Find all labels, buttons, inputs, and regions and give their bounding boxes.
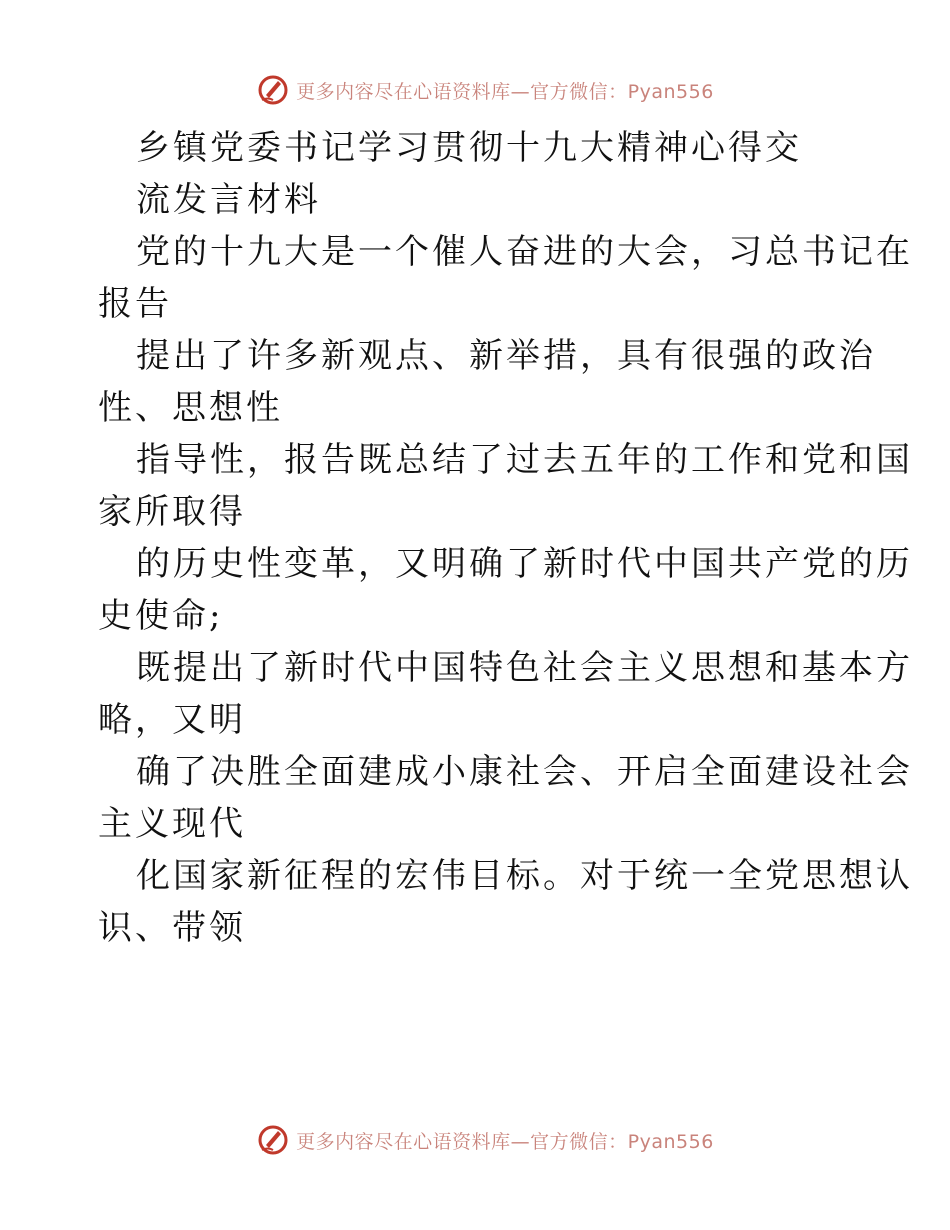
paragraph-line: 史使命; — [98, 596, 224, 636]
paragraph-line: 性、思想性 — [98, 388, 283, 428]
logo-icon — [256, 1123, 290, 1157]
paragraph-line: 的历史性变革，又明确了新时代中国共产党的历 — [136, 544, 913, 584]
header-banner — [0, 70, 950, 110]
paragraph-line: 主义现代 — [98, 804, 246, 844]
paragraph-line: 家所取得 — [98, 492, 246, 532]
paragraph-line: 略，又明 — [98, 700, 246, 740]
header-banner-text: 更多内容尽在心语资料库—官方微信：Pyan556 — [296, 80, 714, 103]
logo-icon — [256, 73, 290, 107]
document-body — [98, 122, 913, 954]
paragraph-line: 党的十九大是一个催人奋进的大会，习总书记在 — [136, 232, 913, 272]
document-title-line-2: 流发言材料 — [136, 180, 321, 220]
footer-banner — [0, 1120, 950, 1160]
paragraph-line: 指导性，报告既总结了过去五年的工作和党和国 — [136, 440, 913, 480]
paragraph-line: 确了决胜全面建成小康社会、开启全面建设社会 — [136, 752, 913, 792]
footer-banner-content — [256, 1123, 714, 1157]
paragraph-line: 报告 — [98, 284, 172, 324]
paragraph-line: 识、带领 — [98, 908, 246, 948]
paragraph-line: 化国家新征程的宏伟目标。对于统一全党思想认 — [136, 856, 913, 896]
header-banner-content — [256, 73, 714, 107]
paragraph-line: 提出了许多新观点、新举措，具有很强的政治 — [136, 336, 876, 376]
document-title-line-1: 乡镇党委书记学习贯彻十九大精神心得交 — [136, 128, 802, 168]
footer-banner-text: 更多内容尽在心语资料库—官方微信：Pyan556 — [296, 1130, 714, 1153]
paragraph-line: 既提出了新时代中国特色社会主义思想和基本方 — [136, 648, 913, 688]
